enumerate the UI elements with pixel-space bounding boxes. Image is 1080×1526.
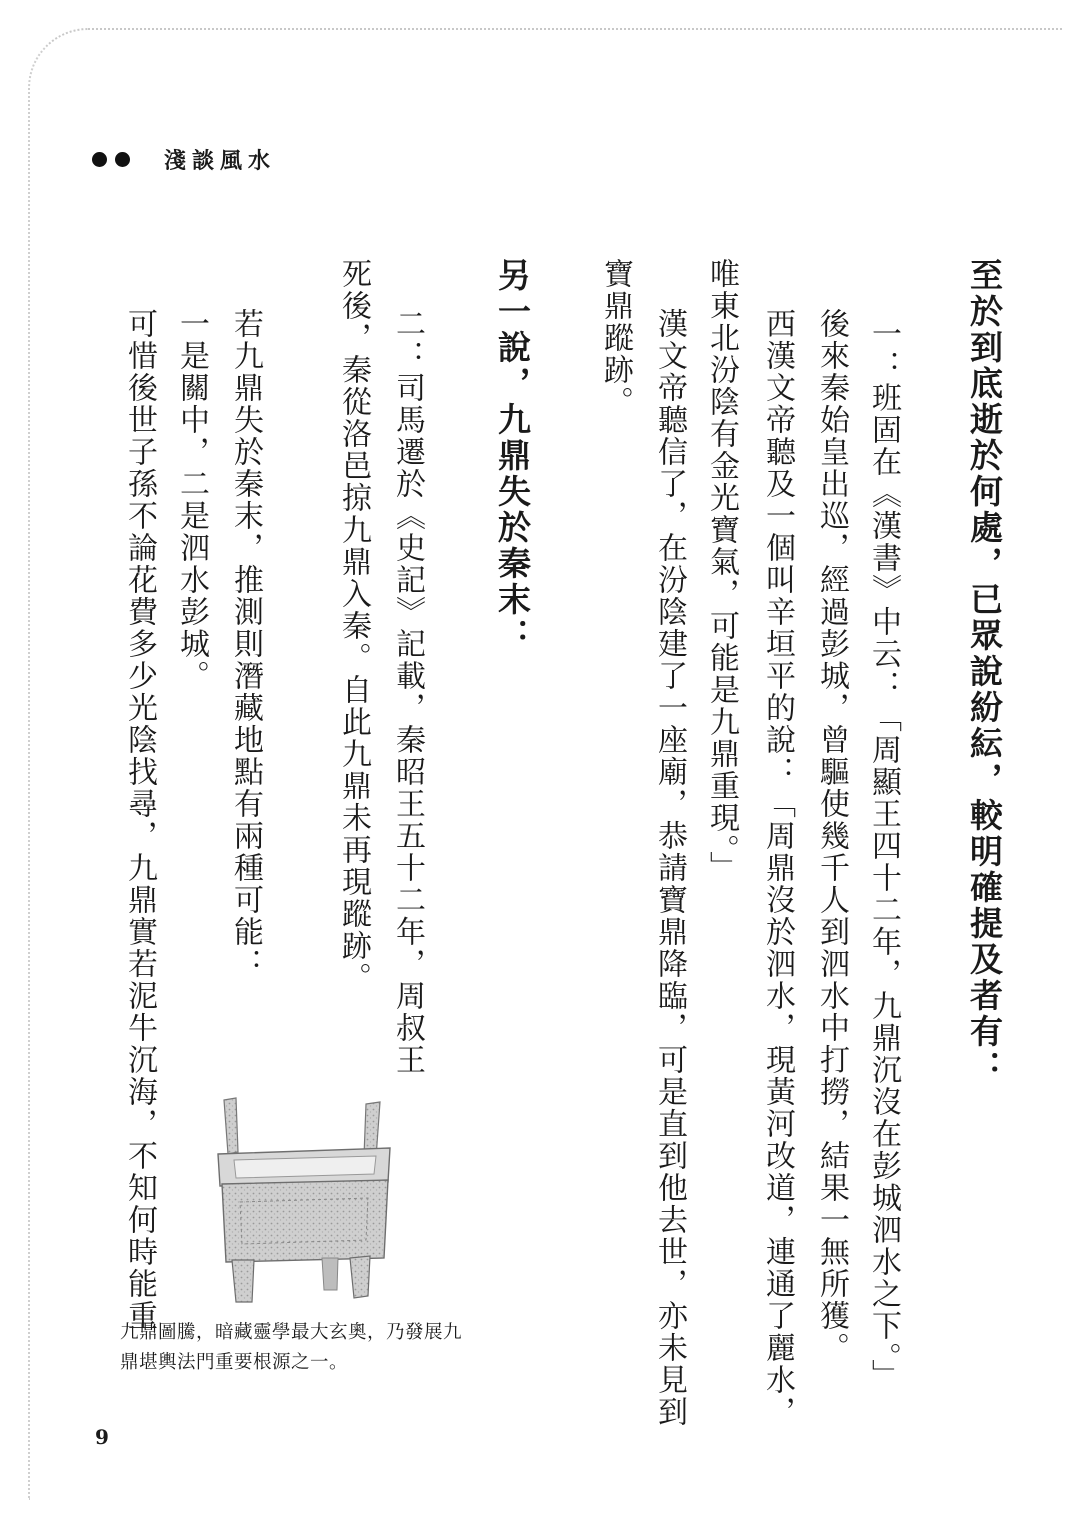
bullet-dot-icon: [92, 152, 107, 167]
bullet-dot-icon: [115, 152, 130, 167]
caption-line-1: 九鼎圖騰，暗藏靈學最大玄奧，乃發展九: [120, 1322, 463, 1343]
text-column-7: 寶鼎蹤跡。: [598, 258, 633, 418]
text-column-12: 一是關中，二是泗水彭城。: [174, 308, 209, 692]
text-column-1: 至於到底逝於何處，已眾說紛紜，較明確提及者有：: [965, 258, 1004, 1086]
caption-line-2: 鼎堪輿法門重要根源之一。: [120, 1352, 349, 1373]
running-header: [92, 142, 276, 176]
page-number: 9: [95, 1425, 109, 1449]
text-column-9: 二：司馬遷於《史記》記載，秦昭王五十二年，周叔王: [390, 308, 425, 1076]
text-column-8: 另一說，九鼎失於秦末：: [493, 258, 532, 654]
text-column-2: 一：班固在《漢書》中云：「周顯王四十二年，九鼎沉沒在彭城泗水之下。」: [866, 318, 901, 1391]
header-title: 淺談風水: [164, 147, 277, 174]
scan-border: [28, 28, 1062, 1500]
text-column-5: 唯東北汾陰有金光寶氣，可能是九鼎重現。」: [704, 258, 739, 883]
figure-caption: [120, 1318, 510, 1378]
text-column-13: 可惜後世子孫不論花費多少光陰找尋，九鼎實若泥牛沉海，不知何時能重: [122, 308, 157, 1332]
text-column-6: 漢文帝聽信了，在汾陰建了一座廟，恭請寶鼎降臨，可是直到他去世，亦未見到: [652, 308, 687, 1428]
text-column-4: 西漢文帝聽及一個叫辛垣平的說：「周鼎沒於泗水，現黃河改道，連通了麗水，: [760, 308, 795, 1428]
text-column-3: 後來秦始皇出巡，經過彭城，曾驅使幾千人到泗水中打撈，結果一無所獲。: [814, 308, 849, 1364]
ding-cauldron-icon: [210, 1090, 400, 1305]
text-column-10: 死後，秦從洛邑掠九鼎入秦。自此九鼎未再現蹤跡。: [336, 258, 371, 994]
text-column-11: 若九鼎失於秦末，推測則潛藏地點有兩種可能：: [228, 308, 263, 980]
